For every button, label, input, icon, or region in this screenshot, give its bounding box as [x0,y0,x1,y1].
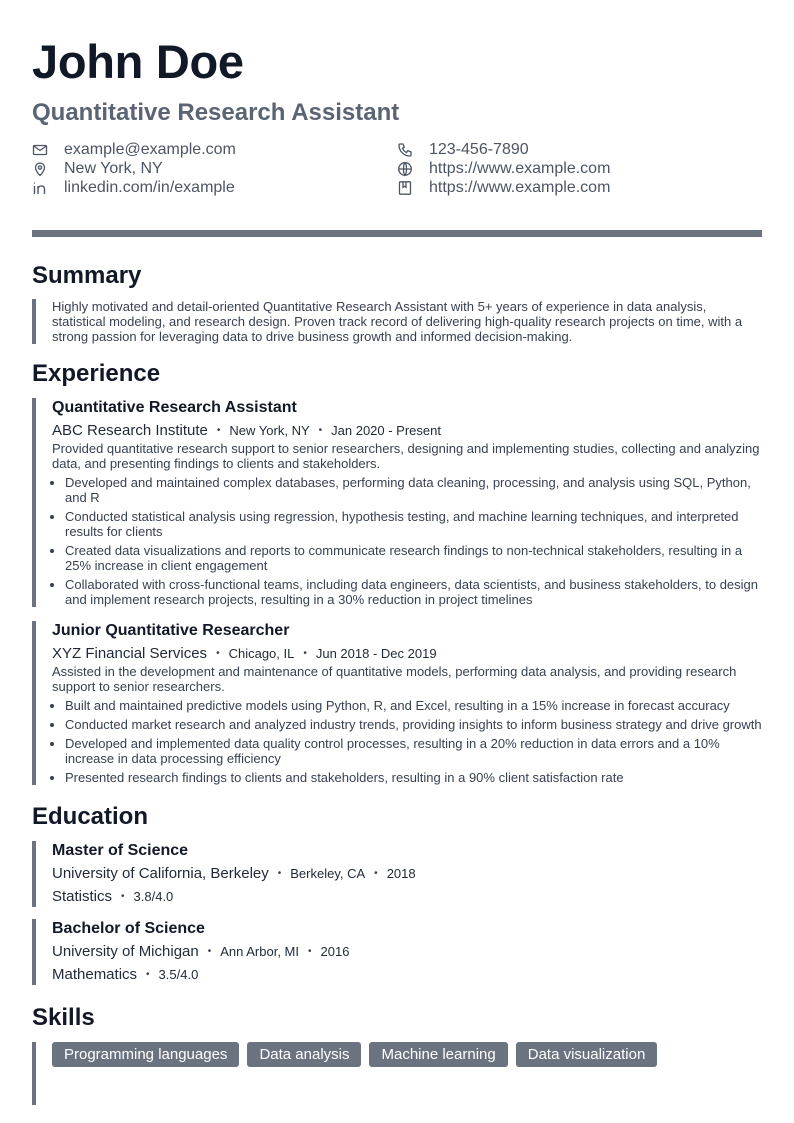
job-entry [32,621,762,785]
contact-linkedin-text: linkedin.com/in/example [64,179,235,196]
education-entry [32,919,762,985]
job-entry [32,398,762,607]
job-bullet: • Created data visualizations and reports to communicate research findings to non-technical stakeholders, resulting in a 25% increase in client engagement [65,543,762,573]
job-title: Junior Quantitative Researcher [52,622,290,639]
job-bullet: • Developed and implemented data quality control processes, resulting in a 20% reduction in data errors and a 10% increase in data processing efficiency [65,736,762,766]
mail-icon [32,142,48,158]
contact-linkedin[interactable] [32,179,397,197]
education-heading: Education [32,803,149,830]
separator-dot: • [374,868,378,879]
separator-dot: • [303,648,307,659]
job-bullet: • Conducted statistical analysis using regression, hypothesis testing, and machine learning techniques, and interpreted results for clients [65,509,762,539]
skill-chip: Data analysis [247,1042,361,1067]
summary-text: Highly motivated and detail-oriented Quantitative Research Assistant with 5+ years of experience in data analysis, statistical modeling, and research design. Proven track record of delivering high-quality research projects on time, with a strong passion for leveraging data to drive business growth and informed decision-making. [32,299,762,344]
separator-dot: • [207,946,212,957]
skills-list [32,1042,762,1105]
separator-dot: • [146,969,150,980]
education-year: 2016 [320,944,350,959]
job-company: XYZ Financial Services [52,645,208,662]
job-bullet: • Presented research findings to clients and stakeholders, resulting in a 90% client satisfaction rate [65,770,762,785]
job-meta [52,421,762,441]
education-field: Statistics [52,888,113,905]
job-meta [52,644,762,664]
education-field-line [52,887,762,907]
job-bullets [52,698,762,785]
separator-dot: • [216,425,221,436]
contact-list [32,141,762,197]
contact-website-text: https://www.example.com [429,160,611,177]
job-description: Provided quantitative research support to senior researchers, designing and implementing studies, collecting and analyzing data, and presenting findings to clients and stakeholders. [52,441,760,471]
skill-chip: Machine learning [369,1042,507,1067]
education-school-line [52,864,762,884]
education-degree: Bachelor of Science [52,920,205,937]
education-gpa: 3.5/4.0 [158,967,199,982]
location-pin-icon [32,161,48,177]
contact-email-text: example@example.com [64,141,236,158]
job-title: Quantitative Research Assistant [52,399,297,416]
contact-location-text: New York, NY [64,160,163,177]
summary-section [32,261,762,344]
education-field-line [52,965,762,985]
separator-dot: • [121,891,125,902]
job-dates: Jun 2018 - Dec 2019 [315,646,437,661]
skill-chip: Programming languages [52,1042,239,1067]
skills-heading: Skills [32,1004,95,1031]
summary-heading: Summary [32,262,142,289]
contact-phone-text: 123-456-7890 [429,141,529,158]
job-bullets [52,475,762,607]
education-location: Ann Arbor, MI [220,944,299,959]
experience-heading: Experience [32,360,161,387]
job-description: Assisted in the development and maintenance of quantitative models, performing data analysis, and providing research support to senior researchers. [52,664,737,694]
separator-dot: • [216,648,220,659]
education-school-line [52,942,762,962]
contact-portfolio-text: https://www.example.com [429,179,611,196]
contact-portfolio[interactable] [397,179,762,197]
education-gpa: 3.8/4.0 [133,889,174,904]
job-bullet: • Built and maintained predictive models using Python, R, and Excel, resulting in a 15% increase in forecast accuracy [65,698,762,713]
job-bullet: • Developed and maintained complex databases, performing data cleaning, processing, and analysis using SQL, Python, and R [65,475,762,505]
contact-website[interactable] [397,160,762,178]
job-bullet: • Conducted market research and analyzed industry trends, providing insights to inform business strategy and drive growth [65,717,762,732]
job-location: New York, NY [229,423,310,438]
bookmark-book-icon [397,180,413,196]
job-bullet: • Collaborated with cross-functional teams, including data engineers, data scientists, and business stakeholders, to design and implement research projects, resulting in a 30% reduction in project timelines [65,577,762,607]
education-degree: Master of Science [52,842,189,859]
job-dates: Jan 2020 - Present [331,423,441,438]
linkedin-icon [32,180,48,196]
separator-dot: • [308,946,312,957]
skill-chip: Data visualization [516,1042,658,1067]
header-divider [32,230,762,237]
education-field: Mathematics [52,966,138,983]
separator-dot: • [277,868,282,879]
separator-dot: • [318,425,323,436]
contact-location [32,160,397,178]
contact-email[interactable] [32,141,397,159]
job-company: ABC Research Institute [52,422,208,439]
contact-phone[interactable] [397,141,762,159]
job-location: Chicago, IL [228,646,295,661]
globe-icon [397,161,413,177]
education-year: 2018 [386,866,416,881]
education-school: University of California, Berkeley [52,865,269,882]
candidate-name: John Doe [32,35,244,88]
phone-icon [397,142,413,158]
education-entry [32,841,762,907]
education-school: University of Michigan [52,943,199,960]
candidate-title: Quantitative Research Assistant [32,99,400,126]
education-location: Berkeley, CA [290,866,366,881]
